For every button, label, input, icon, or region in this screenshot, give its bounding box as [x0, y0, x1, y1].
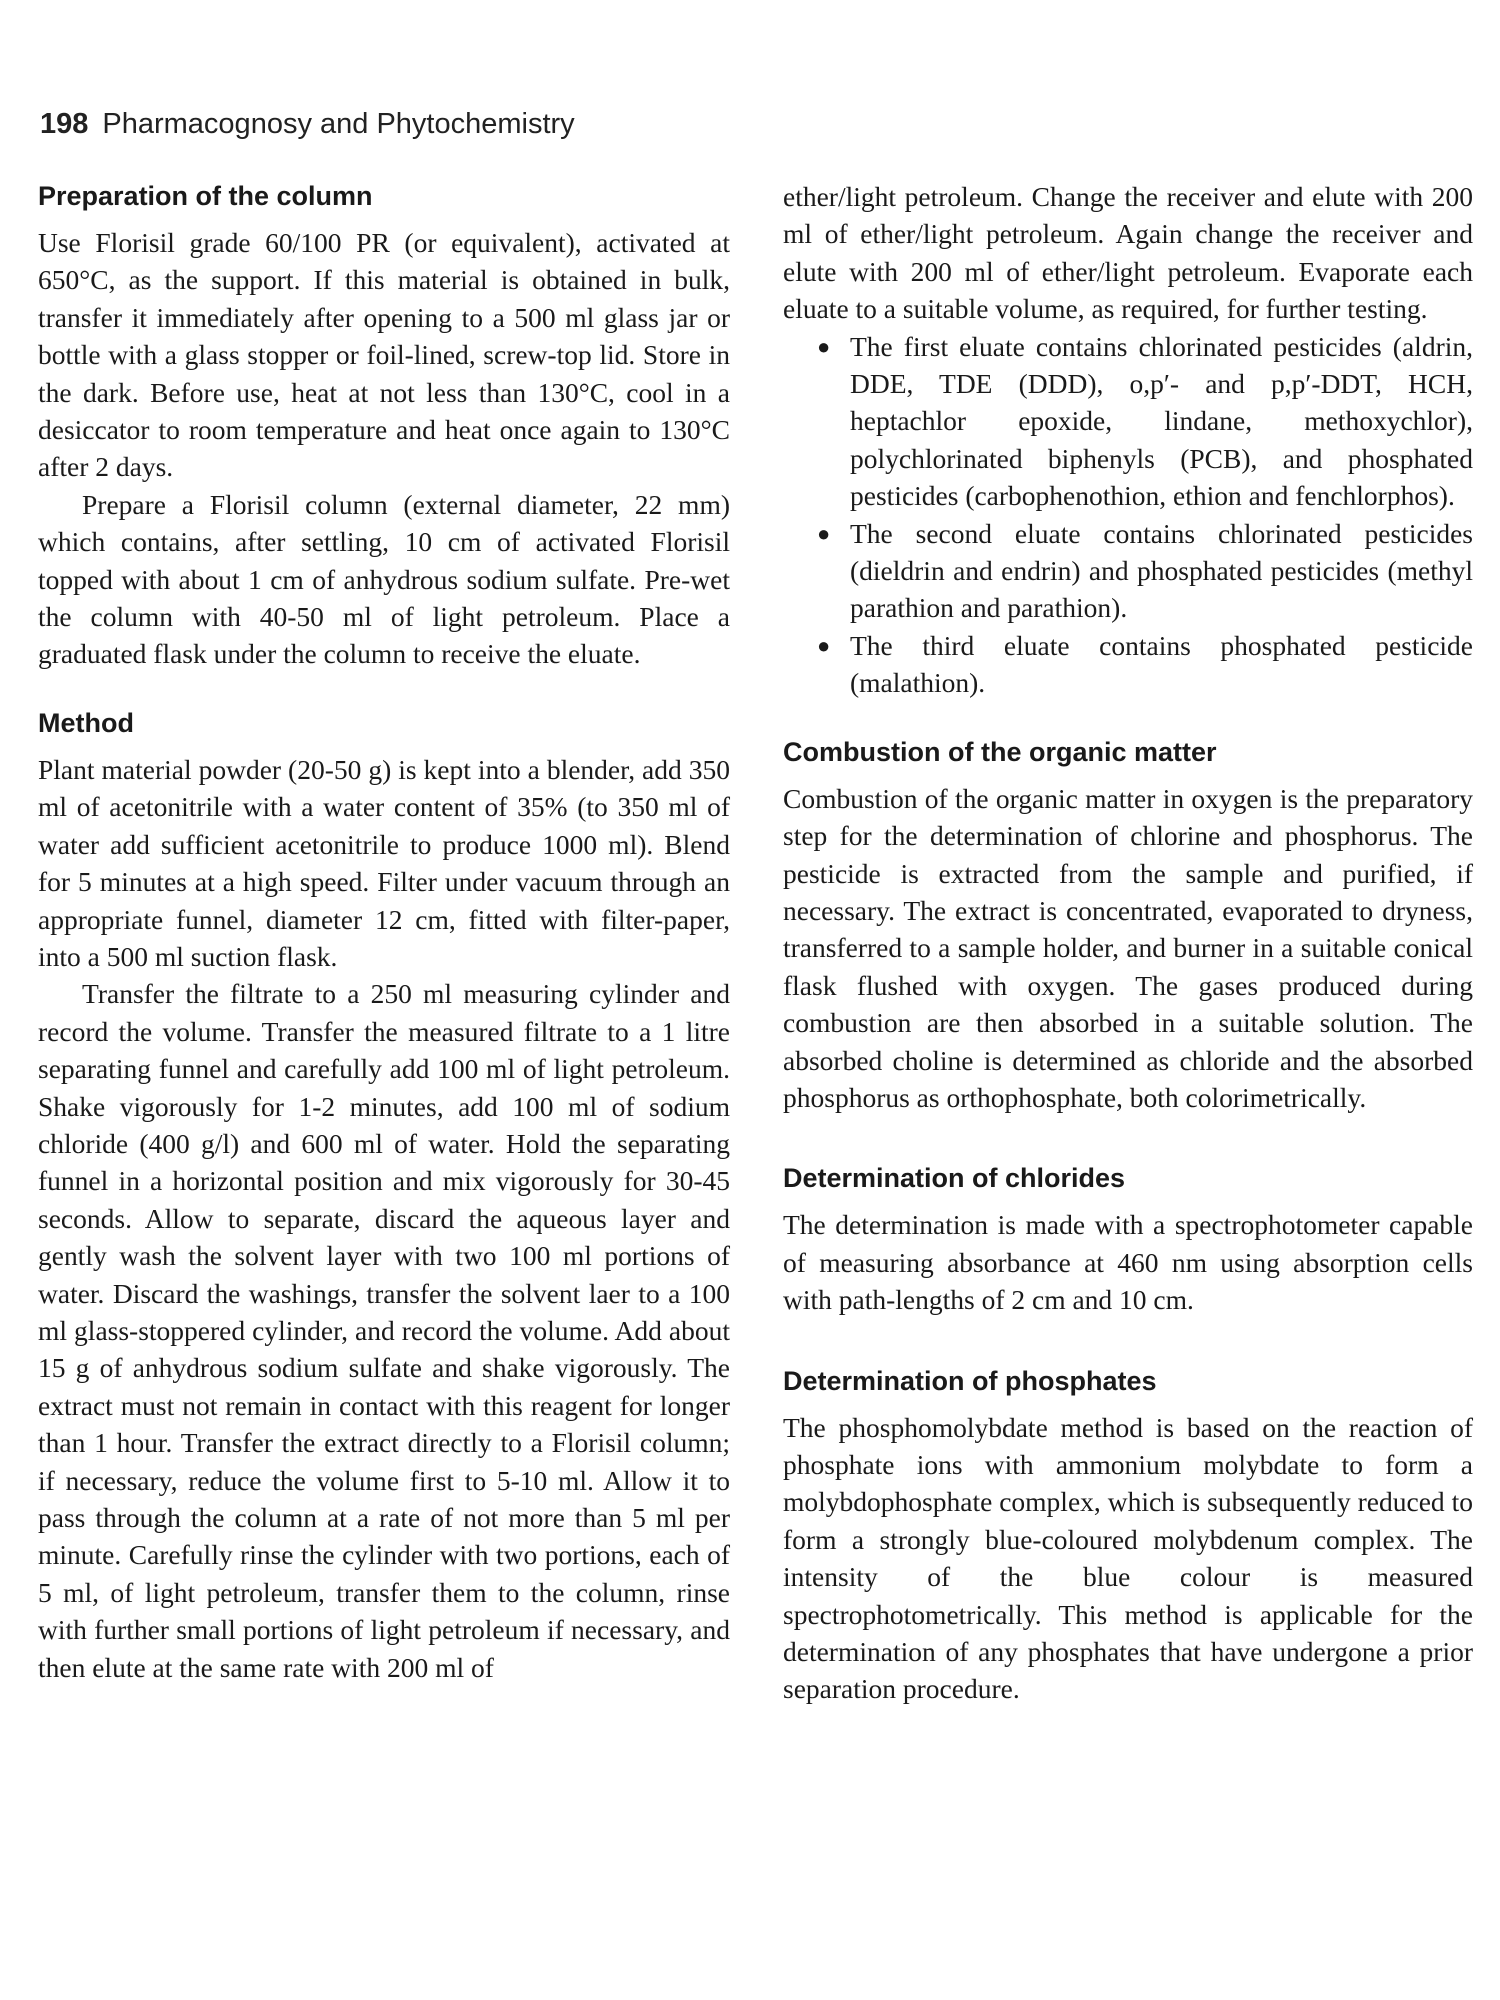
- left-column: [38, 178, 730, 1686]
- heading-preparation-of-column: Preparation of the column: [38, 181, 373, 211]
- heading-combustion: Combustion of the organic matter: [783, 736, 1217, 767]
- bullet-icon: ●: [817, 632, 831, 658]
- heading-method: Method: [38, 707, 134, 738]
- paragraph-prepare-column: Prepare a Florisil column (external diameter, 22 mm) which contains, after settling, 10 cm of activated Florisil topped with about 1 cm of anhydrous sodium sulfate. Pre-wet the column with 40-50 ml of light petroleum. Place a graduated flask under the column to receive the eluate.: [38, 488, 730, 670]
- heading-determination-phosphates: Determination of phosphates: [783, 1365, 1157, 1396]
- right-column: [783, 178, 1473, 1708]
- eluate-list: [783, 328, 1473, 702]
- list-item-text: The second eluate contains chlorinated pesticides (dieldrin and endrin) and phosphated pesticides (methyl parathion and parathion).: [850, 517, 1473, 624]
- paragraph-method-blend: Plant material powder (20-50 g) is kept into a blender, add 350 ml of acetonitrile with a water content of 35% (to 350 ml of water add sufficient acetonitrile to produce 1000 ml). Blend for 5 minutes at a high speed. Filter under vacuum through an appropriate funnel, diameter 12 cm, fitted with filter-paper, into a 500 ml suction flask.: [38, 753, 730, 972]
- bullet-icon: ●: [817, 520, 831, 546]
- paragraph-elution-continuation: ether/light petroleum. Change the receiver and elute with 200 ml of ether/light petroleum. Again change the receiver and elute with 200 ml of ether/light petroleum. Evaporate each eluate to a suitable volume, as required, for further testing.: [783, 181, 1473, 325]
- running-head: [40, 108, 575, 141]
- list-item: [783, 627, 1473, 702]
- paragraph-phosphates: The phosphomolybdate method is based on the reaction of phosphate ions with ammonium molybdate to form a molybdophosphate complex, which is subsequently reduced to form a strongly blue-coloured molybdenum complex. The intensity of the blue colour is measured spectrophotometrically. This method is applicable for the determination of any phosphates that have undergone a prior separation procedure.: [783, 1411, 1473, 1705]
- list-item-text: The first eluate contains chlorinated pesticides (aldrin, DDE, TDE (DDD), o,p′- and p,p′-DDT, HCH, heptachlor epoxide, lindane, methoxychlor), polychlorinated biphenyls (PCB), and phosphated pesticides (carbophenothion, ethion and fenchlorphos).: [850, 330, 1473, 512]
- paragraph-method-transfer: Transfer the filtrate to a 250 ml measuring cylinder and record the volume. Transfer the measured filtrate to a 1 litre separating funnel and carefully add 100 ml of light petroleum. Shake vigorously for 1-2 minutes, add 100 ml of sodium chloride (400 g/l) and 600 ml of water. Hold the separating funnel in a horizontal position and mix vigorously for 30-45 seconds. Allow to separate, discard the aqueous layer and gently wash the solvent layer with two 100 ml portions of water. Discard the washings, transfer the solvent laer to a 100 ml glass-stoppered cylinder, and record the volume. Add about 15 g of anhydrous sodium sulfate and shake vigorously. The extract must not remain in contact with this reagent for longer than 1 hour. Transfer the extract directly to a Florisil column; if necessary, reduce the volume first to 5-10 ml. Allow it to pass through the column at a rate of not more than 5 ml per minute. Carefully rinse the cylinder with two portions, each of 5 ml, of light petroleum, transfer them to the column, rinse with further small portions of light petroleum if necessary, and then elute at the same rate with 200 ml of: [38, 978, 730, 1683]
- heading-determination-chlorides: Determination of chlorides: [783, 1163, 1126, 1194]
- book-title: Pharmacognosy and Phytochemistry: [102, 108, 575, 140]
- paragraph-combustion: Combustion of the organic matter in oxygen is the preparatory step for the determination of chlorine and phosphorus. The pesticide is extracted from the sample and purified, if necessary. The extract is concentrated, evaporated to dryness, transferred to a sample holder, and burner in a suitable conical flask flushed with oxygen. The gases produced during combustion are then absorbed in a suitable solution. The absorbed choline is determined as chloride and the absorbed phosphorus as orthophosphate, both colorimetrically.: [783, 782, 1473, 1113]
- list-item-text: The third eluate contains phosphated pesticide (malathion).: [850, 629, 1473, 699]
- list-item: [783, 328, 1473, 515]
- paragraph-chlorides: The determination is made with a spectrophotometer capable of measuring absorbance at 460 nm using absorption cells with path-lengths of 2 cm and 10 cm.: [783, 1209, 1473, 1316]
- page-number: 198: [40, 108, 89, 140]
- bullet-icon: ●: [817, 333, 831, 359]
- list-item: [783, 515, 1473, 627]
- paragraph-florisil-support: Use Florisil grade 60/100 PR (or equivalent), activated at 650°C, as the support. If this material is obtained in bulk, transfer it immediately after opening to a 500 ml glass jar or bottle with a glass stopper or foil-lined, screw-top lid. Store in the dark. Before use, heat at not less than 130°C, cool in a desiccator to room temperature and heat once again to 130°C after 2 days.: [38, 227, 730, 483]
